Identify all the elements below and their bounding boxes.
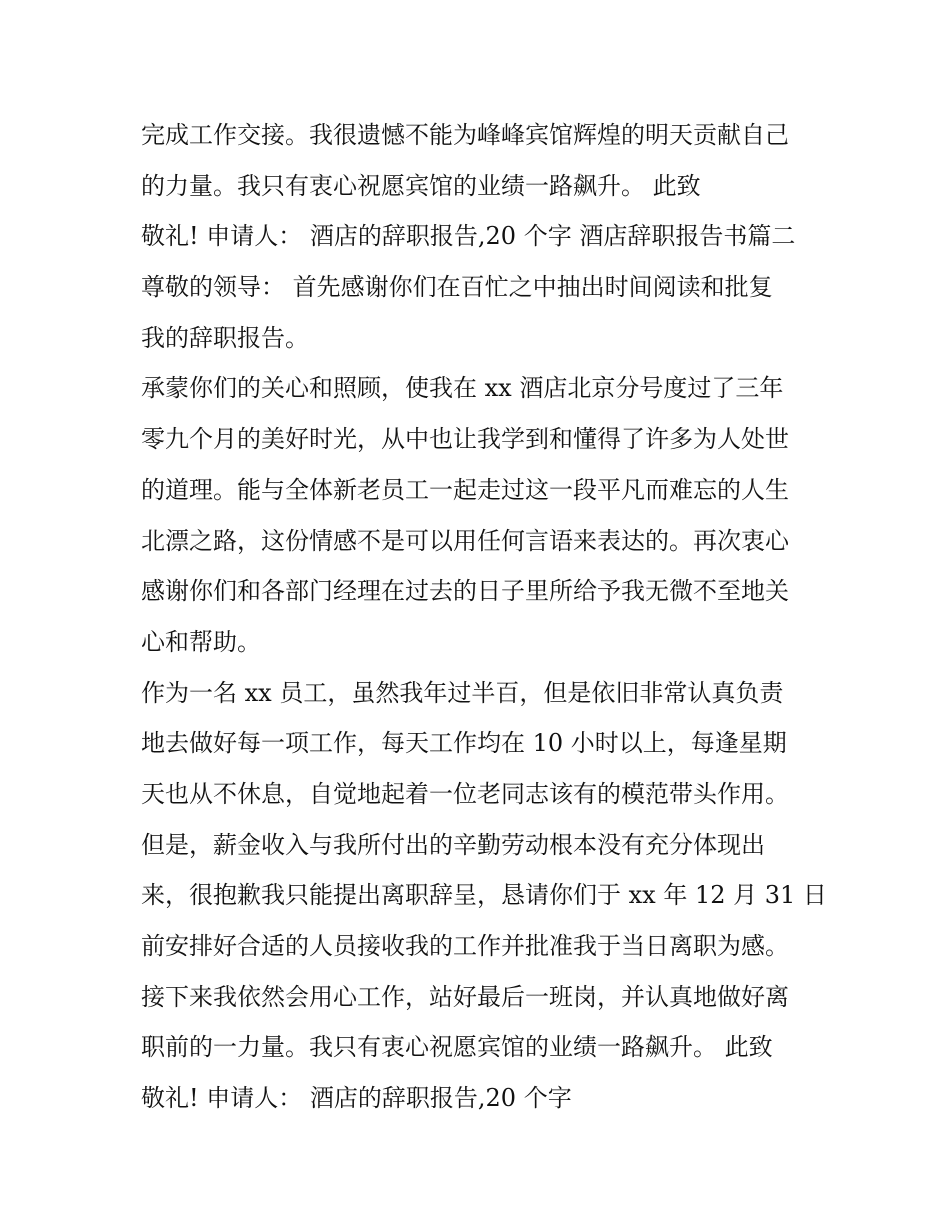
text-line: 完成工作交接。我很遗憾不能为峰峰宾馆辉煌的明天贡献自己: [141, 121, 789, 149]
text-line: 前安排好合适的人员接收我的工作并批准我于当日离职为感。: [141, 932, 789, 960]
text-line: 接下来我依然会用心工作，站好最后一班岗，并认真地做好离: [141, 982, 789, 1011]
text-line: 天也从不休息，自觉地起着一位老同志该有的模范带头作用。: [141, 779, 789, 808]
text-line: 零九个月的美好时光，从中也让我学到和懂得了许多为人处世: [141, 425, 789, 454]
text-line: 敬礼! 申请人： 酒店的辞职报告,20 个字: [141, 1084, 572, 1113]
text-line: 地去做好每一项工作，每天工作均在 10 小时以上，每逢星期: [141, 729, 787, 758]
text-line: 尊敬的领导： 首先感谢你们在百忙之中抽出时间阅读和批复: [141, 273, 773, 302]
text-line: 作为一名 xx 员工，虽然我年过半百，但是依旧非常认真负责: [141, 678, 784, 707]
text-line: 职前的一力量。我只有衷心祝愿宾馆的业绩一路飙升。 此致: [141, 1033, 773, 1062]
text-line: 敬礼! 申请人： 酒店的辞职报告,20 个字 酒店辞职报告书篇二: [141, 222, 796, 251]
text-line: 来，很抱歉我只能提出离职辞呈，恳请你们于 xx 年 12 月 31 日: [141, 881, 827, 910]
text-line: 的道理。能与全体新老员工一起走过这一段平凡而难忘的人生: [141, 475, 789, 504]
document-body: [141, 110, 827, 1124]
text-line: 承蒙你们的关心和照顾，使我在 xx 酒店北京分号度过了三年: [141, 374, 784, 403]
text-line: 的力量。我只有衷心祝愿宾馆的业绩一路飙升。 此致: [141, 171, 701, 200]
text-line: 北漂之路，这份情感不是可以用任何言语来表达的。再次衷心: [141, 526, 789, 555]
text-line: 但是，薪金收入与我所付出的辛勤劳动根本没有充分体现出: [141, 830, 765, 859]
text-line: 感谢你们和各部门经理在过去的日子里所给予我无微不至地关: [141, 577, 789, 606]
text-line: 心和帮助。: [141, 627, 261, 656]
text-line: 我的辞职报告。: [141, 323, 309, 352]
